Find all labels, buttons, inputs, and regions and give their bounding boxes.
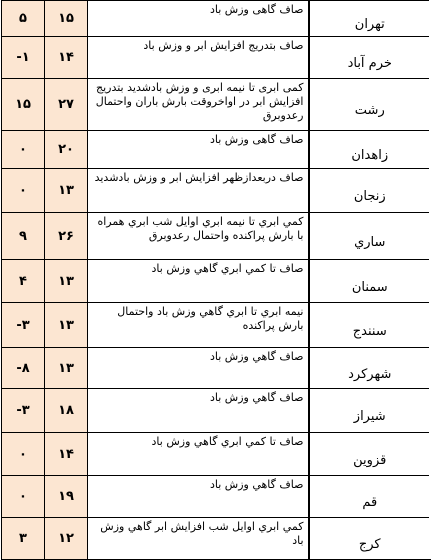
min-temp-cell: ۰ bbox=[2, 433, 45, 476]
city-name-label: قم bbox=[362, 495, 378, 510]
min-temp-cell: ۴ bbox=[2, 260, 45, 303]
max-temp-cell: ۱۵ bbox=[45, 1, 88, 37]
city-name-cell bbox=[309, 79, 431, 131]
forecast-description-cell: صاف گاهی وزش باد bbox=[88, 1, 309, 37]
city-name-label: خرم آباد bbox=[347, 56, 392, 71]
forecast-description-cell: صاف دربعدازظهر افزایش ابر و وزش بادشدید bbox=[88, 169, 309, 213]
max-temp-cell: ۱۴ bbox=[45, 433, 88, 476]
city-name-label: قزوين bbox=[353, 452, 387, 468]
table-row bbox=[2, 260, 431, 303]
min-temp-cell: -۳ bbox=[2, 389, 45, 433]
city-name-cell bbox=[309, 518, 431, 560]
max-temp-cell: ۱۳ bbox=[45, 348, 88, 389]
forecast-description-cell: صاف تا کمي ابري گاهي وزش باد bbox=[88, 260, 309, 303]
max-temp-cell: ۱۹ bbox=[45, 476, 88, 518]
table-row bbox=[2, 131, 431, 169]
right-margin bbox=[429, 0, 433, 559]
city-name-label: کرج bbox=[358, 537, 381, 552]
table-row bbox=[2, 37, 431, 79]
min-temp-cell: -۳ bbox=[2, 303, 45, 348]
city-name-cell bbox=[309, 37, 431, 79]
forecast-description-cell: صاف گاهي وزش باد bbox=[88, 476, 309, 518]
table-row bbox=[2, 476, 431, 518]
max-temp-cell: ۱۴ bbox=[45, 37, 88, 79]
table-row bbox=[2, 518, 431, 560]
max-temp-cell: ۲۰ bbox=[45, 131, 88, 169]
table-row bbox=[2, 389, 431, 433]
table-row bbox=[2, 348, 431, 389]
city-name-cell bbox=[309, 260, 431, 303]
forecast-description-cell: صاف گاهی وزش باد bbox=[88, 131, 309, 169]
min-temp-cell: ۰ bbox=[2, 169, 45, 213]
city-name-label: سمنان bbox=[351, 279, 388, 295]
max-temp-cell: ۱۳ bbox=[45, 169, 88, 213]
table-row bbox=[2, 169, 431, 213]
city-name-cell bbox=[309, 389, 431, 433]
city-name-cell bbox=[309, 213, 431, 260]
max-temp-cell: ۱۳ bbox=[45, 260, 88, 303]
forecast-description-cell: صاف تا کمي ابري گاهي وزش باد bbox=[88, 433, 309, 476]
city-name-cell bbox=[309, 169, 431, 213]
city-name-label: زاهدان bbox=[351, 148, 389, 163]
min-temp-cell: -۸ bbox=[2, 348, 45, 389]
max-temp-cell: ۱۳ bbox=[45, 303, 88, 348]
city-name-cell bbox=[309, 1, 431, 37]
city-name-cell bbox=[309, 476, 431, 518]
city-name-cell bbox=[309, 303, 431, 348]
forecast-description-cell: صاف بتدریج افزایش ابر و وزش باد bbox=[88, 37, 309, 79]
city-name-label: رشت bbox=[354, 103, 385, 118]
min-temp-cell: ۱۵ bbox=[2, 79, 45, 131]
city-name-cell bbox=[309, 348, 431, 389]
table-row bbox=[2, 303, 431, 348]
table-row bbox=[2, 213, 431, 260]
max-temp-cell: ۱۸ bbox=[45, 389, 88, 433]
forecast-description-cell: صاف گاهي وزش باد bbox=[88, 348, 309, 389]
table-row bbox=[2, 433, 431, 476]
table-row bbox=[2, 1, 431, 37]
forecast-description-cell: کمي ابري تا نیمه ابري اوایل شب ابري همراه با بارش پراکنده واحتمال رعدوبرق bbox=[88, 213, 309, 260]
min-temp-cell: -۱ bbox=[2, 37, 45, 79]
min-temp-cell: ۰ bbox=[2, 131, 45, 169]
max-temp-cell: ۲۶ bbox=[45, 213, 88, 260]
city-name-label: ساري bbox=[354, 234, 386, 250]
forecast-description-cell: نیمه ابري تا ابري گاهي وزش باد واحتمال بارش پراکنده bbox=[88, 303, 309, 348]
city-name-cell bbox=[309, 131, 431, 169]
max-temp-cell: ۲۷ bbox=[45, 79, 88, 131]
min-temp-cell: ۵ bbox=[2, 1, 45, 37]
forecast-description-cell: کمي ابري اوايل شب افزايش ابر گاهي وزش باد bbox=[88, 518, 309, 560]
table-row bbox=[2, 79, 431, 131]
city-name-label: سنندج bbox=[352, 323, 387, 339]
min-temp-cell: ۹ bbox=[2, 213, 45, 260]
min-temp-cell: ۳ bbox=[2, 518, 45, 560]
min-temp-cell: ۰ bbox=[2, 476, 45, 518]
forecast-description-cell: صاف گاهي وزش باد bbox=[88, 389, 309, 433]
forecast-description-cell: کمی ابری تا نیمه ابری و وزش بادشدید بتدریج افزایش ابر در اواخروقت بارش باران واحتمال رعدوبرق bbox=[88, 79, 309, 131]
city-name-label: شهرکرد bbox=[348, 366, 392, 382]
city-name-label: تهران bbox=[354, 17, 385, 32]
weather-forecast-table bbox=[1, 0, 431, 560]
city-name-cell bbox=[309, 433, 431, 476]
max-temp-cell: ۱۲ bbox=[45, 518, 88, 560]
city-name-label: زنجان bbox=[353, 189, 386, 204]
city-name-label: شیراز bbox=[353, 409, 386, 424]
